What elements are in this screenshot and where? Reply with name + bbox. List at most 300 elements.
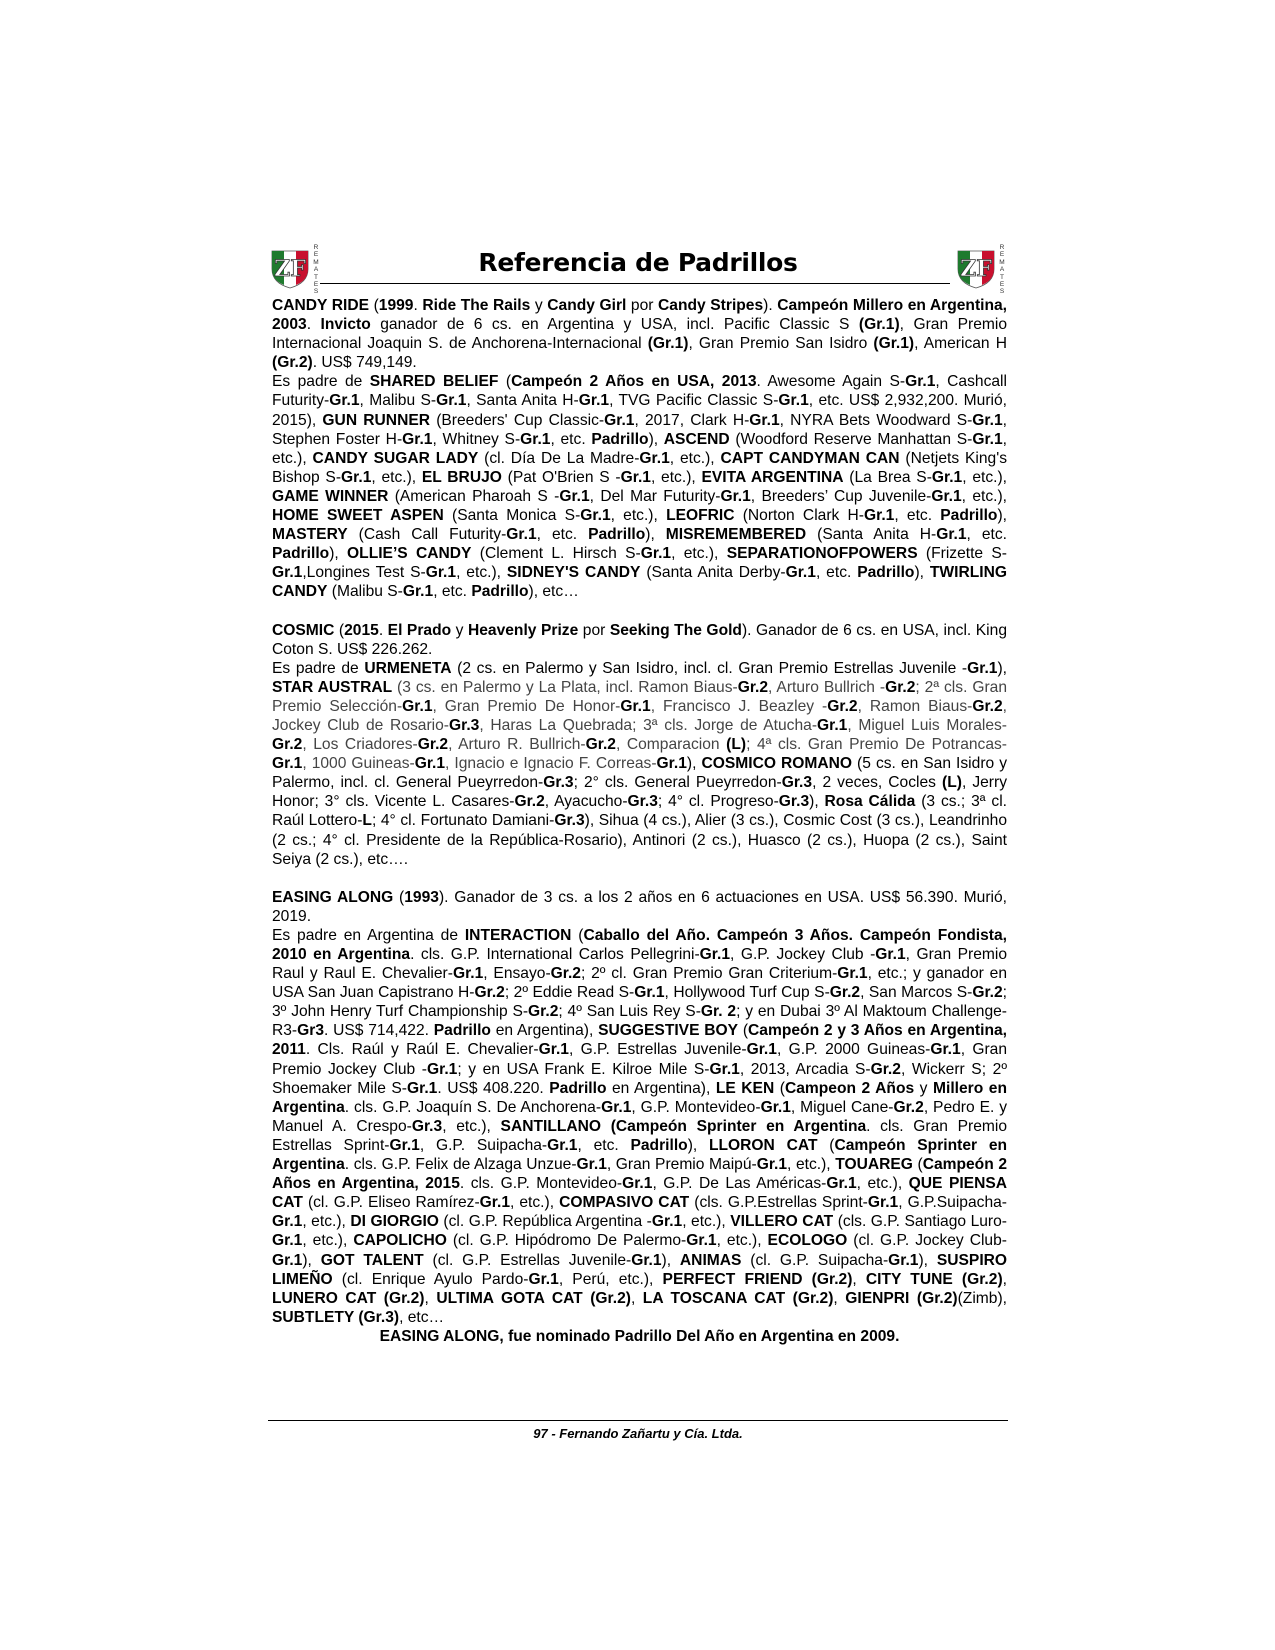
bold-text: 1999: [378, 297, 414, 314]
bold-text: Padrillo: [471, 583, 529, 601]
bold-text: Campeón Millero en Argentina, 2003: [272, 297, 1008, 334]
text-run: (cls. G.P. Santiago Luro-: [833, 1213, 1007, 1231]
text-run: por: [578, 621, 610, 639]
text-run: ; 2° cls. General Pueyrredon-: [573, 774, 782, 792]
bold-text: (L): [726, 736, 747, 754]
bold-text: ULTIMA GOTA CAT (Gr.2): [436, 1289, 631, 1307]
bold-text: ANIMAS: [679, 1251, 742, 1269]
bold-text: EVITA ARGENTINA: [701, 468, 844, 486]
bold-text: Gr.1: [826, 1175, 857, 1193]
text-run: (: [571, 926, 584, 944]
text-run: (Santa Anita H-: [806, 526, 937, 544]
bold-text: Gr.1: [931, 468, 963, 486]
bold-text: Gr.1: [520, 430, 551, 448]
bold-text: Gr.1: [559, 487, 590, 505]
text-run: , G.P. De Las Américas-: [652, 1175, 827, 1193]
text-run: , etc.),: [510, 1194, 560, 1212]
bold-text: Gr.1: [972, 430, 1003, 448]
text-run: , Pedro E. y Manuel A. Crespo-: [272, 1098, 1008, 1135]
text-run: ),: [329, 545, 348, 563]
text-run: , Los Criadores-: [302, 736, 418, 754]
bold-text: COMPASIVO CAT: [559, 1194, 690, 1212]
bold-text: Gr.1: [905, 373, 936, 391]
bold-text: Gr.1: [620, 468, 651, 486]
text-run: ; 4° cl. Progreso-: [657, 793, 779, 811]
bold-text: TWIRLING CANDY: [272, 564, 1007, 601]
text-run: en Argentina),: [490, 1022, 599, 1040]
text-run: , G.P. Suipacha-: [419, 1136, 548, 1154]
text-run: , Del Mar Futurity-: [589, 487, 721, 505]
text-run: , etc.),: [442, 1117, 501, 1135]
bold-text: Caballo del Año. Campeón 3 Años. Campeón Fondista, 2010 en Argentina: [272, 926, 1007, 963]
bold-text: (L): [942, 774, 962, 792]
paragraph: [272, 926, 1007, 1327]
paragraph: [272, 372, 1007, 601]
bold-text: Gr.1: [875, 946, 906, 963]
bold-text: Gr.1: [479, 1194, 510, 1212]
text-run: (cl. G.P. República Argentina -: [438, 1213, 652, 1231]
text-run: , etc.),: [302, 1213, 351, 1231]
text-run: , Cashcall Futurity-: [272, 373, 1007, 410]
text-run: (: [774, 1079, 785, 1097]
bold-text: Gr.2: [827, 697, 858, 715]
bold-text: SIDNEY'S CANDY: [506, 564, 641, 582]
bold-text: VILLERO CAT: [730, 1213, 834, 1231]
bold-text: Gr.1: [639, 449, 670, 467]
bold-text: Gr.2: [272, 736, 303, 754]
text-run: , Arturo R. Bullrich-: [448, 736, 586, 754]
bold-text: (Gr.1): [873, 335, 915, 353]
text-run: ; 4º San Luis Rey S-: [558, 1003, 701, 1021]
bold-text: Padrillo: [588, 526, 646, 544]
closing-note: [272, 1327, 1007, 1346]
bold-text: Gr.1: [406, 1079, 438, 1097]
text-run: ; y en USA Frank E. Kilroe Mile S-: [457, 1060, 710, 1078]
bold-text: Gr.1: [972, 411, 1003, 429]
text-run: , etc.; y ganador en USA San Juan Capistrano H-: [272, 965, 1007, 1002]
text-run: en Argentina),: [606, 1079, 716, 1097]
bold-text: Gr.1: [864, 507, 895, 525]
bold-text: Gr.2: [885, 678, 916, 696]
zf-remates-logo-icon: [268, 245, 312, 289]
bold-text: Padrillo: [591, 430, 649, 448]
text-run: (cl. G.P. Suipacha-: [741, 1251, 889, 1269]
text-run: , etc.),: [456, 564, 507, 582]
bold-text: Millero en Argentina: [272, 1079, 1007, 1116]
bold-text: Gr.1: [402, 697, 433, 715]
bold-text: Gr.1: [699, 946, 730, 963]
text-run: , etc…: [399, 1308, 445, 1326]
text-run: ganador de 6 cs. en Argentina y USA, incl. Pacific Classic S: [370, 316, 859, 334]
text-run: , etc.),: [671, 545, 727, 563]
text-run: . cls. G.P. Felix de Alzaga Unzue-: [344, 1156, 577, 1174]
text-run: ),: [997, 507, 1007, 525]
text-run: (: [369, 297, 379, 314]
bold-text: Gr.1: [272, 1213, 303, 1231]
text-run: ),: [686, 755, 702, 773]
bold-text: Padrillo: [549, 1079, 607, 1097]
svg-text:ZF: ZF: [960, 256, 992, 282]
bold-text: (Gr.2): [272, 354, 313, 372]
text-run: , etc.: [815, 564, 858, 582]
bold-text: GAME WINNER: [272, 487, 389, 505]
bold-text: MISREMEMBERED: [665, 526, 807, 544]
bold-text: Gr.1: [746, 1041, 777, 1059]
bold-text: SEPARATIONOFPOWERS: [726, 545, 918, 563]
text-run: ). Ganador de 6 cs. en USA, incl. King Coton S. US$ 226.262.: [272, 621, 1007, 658]
text-run: . cls. Gran Premio Estrellas Sprint-: [272, 1117, 1007, 1154]
bold-text: Gr.1: [867, 1194, 899, 1212]
text-run: ),: [302, 1251, 321, 1269]
bold-text: SUSPIRO LIMEÑO: [272, 1251, 1008, 1288]
bold-text: Gr.1: [402, 430, 433, 448]
text-run: ),: [918, 1251, 937, 1269]
paragraph: [272, 296, 1007, 372]
text-run: ,: [833, 1289, 846, 1307]
text-run: (: [912, 1156, 923, 1174]
text-run: .: [306, 316, 321, 334]
text-run: ), etc…: [528, 583, 579, 601]
bold-text: Gr.1: [272, 564, 303, 582]
text-run: (Woodford Reserve Manhattan S-: [729, 430, 973, 448]
text-run: , Malibu S-: [359, 392, 437, 410]
text-run: , TVG Pacific Classic S-: [609, 392, 779, 410]
text-run: , G.P. Jockey Club -: [730, 946, 876, 963]
text-run: ,Longines Test S-: [302, 564, 426, 582]
text-run: , 2013, Arcadia S-: [739, 1060, 871, 1078]
text-run: , American H: [914, 335, 1007, 353]
bold-text: LA TOSCANA CAT (Gr.2): [642, 1289, 834, 1307]
bold-text: Gr.2: [737, 678, 769, 696]
bold-text: Gr.1: [604, 411, 635, 429]
text-run: , 2 veces, Cocles: [812, 774, 943, 792]
bold-text: LUNERO CAT (Gr.2): [272, 1289, 425, 1307]
bold-text: EASING ALONG, fue nominado Padrillo Del Año en Argentina en 2009.: [379, 1327, 900, 1345]
bold-text: (Gr.1): [858, 316, 900, 334]
text-run: , etc.),: [669, 449, 721, 467]
text-run: (La Brea S-: [843, 468, 932, 486]
text-run: . US$ 408.220.: [437, 1079, 550, 1097]
bold-text: Gr.2: [417, 736, 449, 754]
logo-right: [954, 244, 1008, 296]
text-run: (Clement L. Hirsch S-: [471, 545, 641, 563]
text-run: . cls. G.P. Joaquín S. De Anchorena-: [344, 1098, 602, 1116]
text-run: (: [817, 1136, 835, 1154]
text-run: , 1000 Guineas-: [302, 755, 415, 773]
bold-text: SANTILLANO (Campeón Sprinter en Argentina: [500, 1117, 867, 1135]
text-run: (Norton Clark H-: [734, 507, 864, 525]
bold-text: CANDY SUGAR LADY: [312, 449, 479, 467]
bold-text: Gr.1: [651, 1213, 683, 1231]
bold-text: COSMICO ROMANO: [701, 755, 853, 773]
bold-text: COSMIC: [272, 621, 335, 639]
bold-text: Gr.1: [580, 507, 611, 525]
bold-text: Gr.1: [709, 1060, 740, 1078]
page-header: [268, 244, 1008, 296]
bold-text: Gr.2: [528, 1003, 559, 1021]
bold-text: SUGGESTIVE BOY: [598, 1022, 739, 1040]
text-run: , etc.),: [650, 468, 702, 486]
bold-text: Gr.1: [634, 984, 665, 1002]
text-run: , etc.),: [302, 1232, 354, 1250]
text-run: ),: [809, 793, 825, 811]
bold-text: Gr.1: [931, 487, 962, 505]
bold-text: CITY TUNE (Gr.2): [865, 1270, 1003, 1288]
bold-text: EASING ALONG: [272, 888, 394, 906]
text-run: , Ayacucho-: [544, 793, 628, 811]
text-run: (Malibu S-: [327, 583, 403, 601]
text-run: , Ignacio e Ignacio F. Correas-: [445, 755, 657, 773]
page-footer: 97 - Fernando Zañartu y Cía. Ltda.: [533, 1426, 743, 1441]
bold-text: Gr.1: [329, 392, 360, 410]
bold-text: Gr.1: [547, 1136, 578, 1154]
text-run: por: [626, 297, 659, 314]
bold-text: Gr.1: [620, 697, 651, 715]
bold-text: CANDY RIDE: [272, 297, 369, 314]
bold-text: INTERACTION: [464, 926, 572, 944]
bold-text: Candy Stripes: [658, 297, 764, 314]
logo-left: [268, 244, 322, 296]
text-run: ,: [424, 1289, 437, 1307]
bold-text: Padrillo: [630, 1136, 688, 1154]
title-underline: [320, 283, 950, 284]
text-run: Es padre de: [272, 659, 365, 677]
bold-text: DI GIORGIO: [350, 1213, 439, 1231]
text-run: , Jerry Honor; 3° cls. Vicente L. Casares-: [272, 774, 1007, 811]
bold-text: Gr3: [297, 1022, 325, 1040]
text-run: , Comparacion: [615, 736, 727, 754]
bold-text: Gr.1: [686, 1232, 717, 1250]
text-run: . Cls. Raúl y Raúl E. Chevalier-: [305, 1041, 539, 1059]
bold-text: Gr.1: [452, 965, 484, 983]
text-run: , Hollywood Turf Cup S-: [664, 984, 830, 1002]
text-run: , G.P.Suipacha-: [898, 1194, 1007, 1212]
text-run: , Francisco J. Beazley -: [650, 697, 828, 715]
text-run: . cls. G.P. International Carlos Pellegrini-: [410, 946, 700, 963]
text-run: (cl. Día De La Madre-: [478, 449, 640, 467]
text-run: , etc.: [536, 526, 589, 544]
stallion-reference-text: [272, 296, 1007, 1346]
text-run: , Ramon Biaus-: [857, 697, 973, 715]
logo-side-text: R E M A T E S: [999, 244, 1005, 296]
text-run: , etc.: [550, 430, 592, 448]
zf-remates-logo-icon: [954, 245, 998, 289]
bold-text: Gr.3: [411, 1117, 443, 1135]
text-run: , etc.),: [682, 1213, 731, 1231]
text-run: , etc.: [966, 526, 1008, 544]
text-run: , 2017, Clark H-: [634, 411, 750, 429]
bold-text: Gr.1: [506, 526, 537, 544]
bold-text: Gr.1: [578, 392, 610, 410]
bold-text: Gr.1: [631, 1251, 662, 1269]
bold-text: Gr.2: [972, 697, 1003, 715]
bold-text: (Gr.1): [647, 335, 689, 353]
bold-text: Gr.1: [930, 1041, 961, 1059]
bold-text: Gr.2: [829, 984, 861, 1002]
bold-text: Gr. 2: [700, 1003, 737, 1021]
bold-text: L: [362, 812, 372, 830]
bold-text: Gr.3: [449, 716, 480, 734]
text-run: ; 4ª cls. Gran Premio De Potrancas-: [746, 736, 1007, 754]
bold-text: SUBTLETY (Gr.3): [272, 1308, 400, 1326]
bold-text: TOUAREG: [835, 1156, 913, 1174]
text-run: (cl. G.P. Hipódromo De Palermo-: [446, 1232, 687, 1250]
bold-text: Gr.1: [756, 1156, 788, 1174]
bold-text: Gr.1: [778, 392, 809, 410]
text-run: ). Ganador de 3 cs. a los 2 años en 6 actuaciones en USA. US$ 56.390. Murió, 2019.: [272, 888, 1007, 925]
bold-text: Gr.1: [785, 564, 816, 582]
bold-text: MASTERY: [272, 526, 348, 544]
text-run: , etc.),: [787, 1156, 836, 1174]
text-run: ).: [763, 297, 778, 314]
text-run: , Haras La Quebrada; 3ª cls. Jorge de Atucha-: [479, 716, 818, 734]
text-run: , NYRA Bets Woodward S-: [779, 411, 973, 429]
text-run: (American Pharoah S -: [388, 487, 560, 505]
bold-text: Gr.3: [781, 774, 813, 792]
text-run: ; 2º cl. Gran Premio Gran Criterium-: [580, 965, 838, 983]
text-run: (Breeders' Cup Classic-: [430, 411, 605, 429]
bold-text: LE KEN: [715, 1079, 775, 1097]
bold-text: URMENETA: [364, 659, 452, 677]
text-run: . cls. G.P. Montevideo-: [459, 1175, 623, 1193]
bold-text: Gr.1: [837, 965, 868, 983]
bold-text: Gr.1: [341, 468, 372, 486]
text-run: (Netjets King's Bishop S-: [272, 449, 1007, 486]
bold-text: Gr.1: [760, 1098, 791, 1116]
text-run: Es padre en Argentina de: [272, 926, 465, 944]
bold-text: EL BRUJO: [421, 468, 502, 486]
text-run: (: [393, 888, 405, 906]
text-run: (Frizette S-: [917, 545, 1007, 563]
bold-text: Gr.2: [893, 1098, 924, 1116]
bold-text: Gr.1: [402, 583, 434, 601]
text-run: , etc.),: [371, 468, 422, 486]
text-run: , Gran Premio Jockey Club -: [272, 1041, 1007, 1078]
bold-text: 2015: [344, 621, 379, 639]
bold-text: GIENPRI (Gr.2): [845, 1289, 958, 1307]
text-run: , G.P. 2000 Guineas-: [776, 1041, 931, 1059]
text-run: , Wickerr S; 2º Shoemaker Mile S-: [272, 1060, 1008, 1097]
bold-text: Gr.1: [272, 1251, 303, 1269]
text-run: ,: [852, 1270, 866, 1288]
bold-text: Padrillo: [272, 545, 330, 563]
bold-text: Gr.1: [967, 659, 998, 677]
text-run: ,: [1002, 1270, 1007, 1288]
bold-text: Padrillo: [433, 1022, 491, 1040]
text-run: , Whitney S-: [432, 430, 521, 448]
bold-text: PERFECT FRIEND (Gr.2): [662, 1270, 853, 1288]
bold-text: Gr.1: [622, 1175, 653, 1193]
text-run: , G.P. Estrellas Juvenile-: [568, 1041, 747, 1059]
text-run: y: [451, 621, 468, 639]
bold-text: Gr.1: [749, 411, 780, 429]
bold-text: Gr.1: [389, 1136, 420, 1154]
bold-text: GOT TALENT: [320, 1251, 424, 1269]
bold-text: Gr.1: [936, 526, 967, 544]
text-run: , etc.),: [856, 1175, 909, 1193]
bold-text: Gr.1: [427, 1060, 458, 1078]
bold-text: Heavenly Prize: [467, 621, 579, 639]
text-run: , etc.: [577, 1136, 631, 1154]
text-run: ; 4° cl. Fortunato Damiani-: [371, 812, 555, 830]
text-run: (: [498, 373, 512, 391]
text-run: , etc.),: [961, 487, 1008, 505]
paragraph: [272, 888, 1007, 926]
text-run: , Gran Premio De Honor-: [432, 697, 621, 715]
text-run: , etc.),: [610, 507, 667, 525]
bold-text: 1993: [404, 888, 439, 906]
bold-text: Gr.2: [870, 1060, 901, 1078]
bold-text: Gr.3: [778, 793, 810, 811]
bold-text: Gr.1: [888, 1251, 919, 1269]
bold-text: Gr.2: [972, 984, 1003, 1002]
text-run: (cl. G.P. Jockey Club-: [847, 1232, 1007, 1250]
bold-text: ECOLOGO: [767, 1232, 848, 1250]
text-run: ; 2ª cls. Gran Premio Selección-: [272, 678, 1007, 715]
bold-text: Campeón 2 Años en Argentina, 2015: [272, 1156, 1007, 1193]
text-run: , etc.),: [962, 468, 1007, 486]
bold-text: Gr.1: [576, 1156, 607, 1174]
text-run: , Stephen Foster H-: [272, 411, 1007, 448]
text-run: , Jockey Club de Rosario-: [272, 697, 1007, 734]
text-run: , Miguel Luis Morales-: [847, 716, 1008, 734]
text-run: ),: [914, 564, 930, 582]
text-run: , Arturo Bullrich -: [768, 678, 886, 696]
bold-text: Gr.1: [538, 1041, 569, 1059]
text-run: (3 cs. en Palermo y La Plata, incl. Ramon Biaus-: [392, 678, 738, 696]
bold-text: Candy Girl: [547, 297, 627, 314]
bold-text: Campeón Sprinter en Argentina: [272, 1136, 1008, 1174]
text-run: ),: [648, 430, 664, 448]
text-run: , San Marcos S-: [860, 984, 973, 1002]
text-run: .: [378, 621, 388, 639]
text-run: ),: [645, 526, 666, 544]
text-run: (Pat O'Brien S -: [501, 468, 621, 486]
text-run: (cl. G.P. Estrellas Juvenile-: [423, 1251, 632, 1269]
text-run: ,: [630, 1289, 643, 1307]
bold-text: CAPOLICHO: [353, 1232, 447, 1250]
bold-text: Gr.2: [550, 965, 581, 983]
bold-text: Gr.3: [543, 774, 574, 792]
bold-text: Gr.2: [514, 793, 545, 811]
bold-text: Gr.3: [627, 793, 658, 811]
text-run: ),: [661, 1251, 680, 1269]
bold-text: Rosa Cálida: [824, 793, 916, 811]
bold-text: Campeón 2 Años en USA, 2013: [511, 373, 757, 391]
text-run: (: [738, 1022, 749, 1040]
text-run: , Ensayo-: [483, 965, 551, 983]
text-run: (cl. G.P. Eliseo Ramírez-: [302, 1194, 480, 1212]
bold-text: STAR AUSTRAL: [272, 678, 393, 696]
bold-text: CAPT CANDYMAN CAN: [720, 449, 900, 467]
bold-text: Gr.1: [601, 1098, 632, 1116]
text-run: , Gran Premio Internacional Joaquin S. de Anchorena-Internacional: [272, 316, 1007, 353]
text-run: y: [914, 1079, 934, 1097]
text-run: , Perú, etc.),: [558, 1270, 663, 1288]
text-run: (Cash Call Futurity-: [347, 526, 507, 544]
text-run: , etc.: [433, 583, 472, 601]
text-run: , Santa Anita H-: [466, 392, 579, 410]
bold-text: Gr.1: [640, 545, 672, 563]
bold-text: Gr.1: [272, 1232, 303, 1250]
bold-text: GUN RUNNER: [322, 411, 430, 429]
text-run: (3 cs.; 3ª cl. Raúl Lottero-: [272, 793, 1008, 830]
bold-text: Campeón 2 y 3 Años en Argentina, 2011: [272, 1022, 1007, 1059]
bold-text: Gr.1: [272, 755, 303, 773]
text-run: (cls. G.P.Estrellas Sprint-: [689, 1194, 868, 1212]
text-run: (: [334, 621, 345, 639]
text-run: , Gran Premio Raul y Raul E. Chevalier-: [272, 946, 1007, 983]
